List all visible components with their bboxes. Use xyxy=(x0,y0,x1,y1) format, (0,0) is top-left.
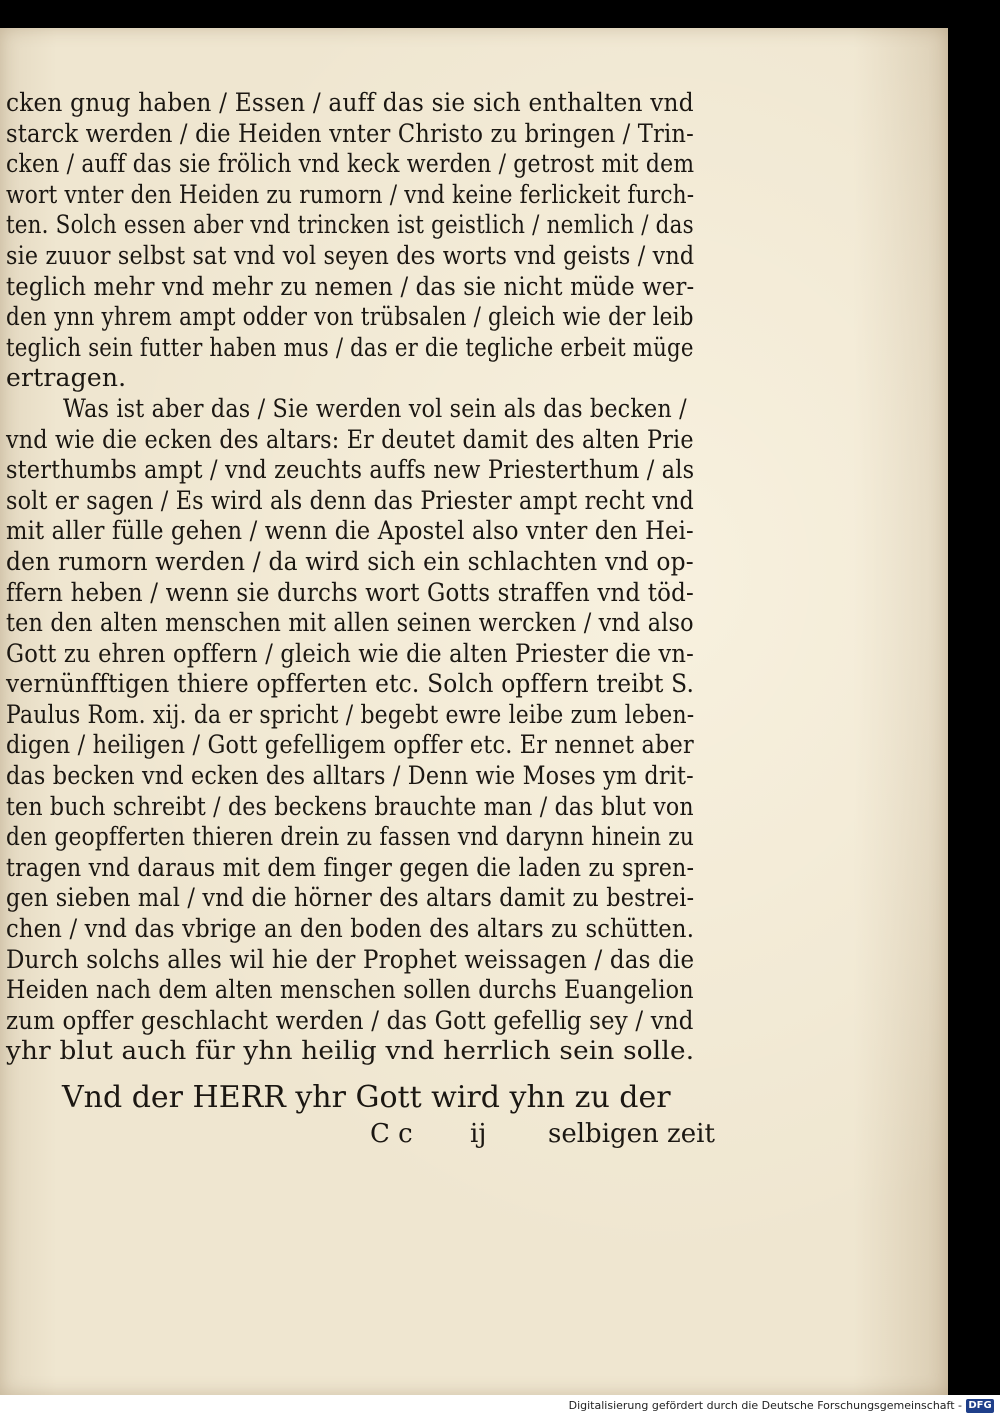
text-line-8: den ynn yhrem ampt odder von trübsalen / gleich wie der leib xyxy=(6,302,694,332)
funding-credit: Digitalisierung gefördert durch die Deutsche Forschungsgemeinschaft - xyxy=(568,1399,962,1412)
catchword: selbigen zeit xyxy=(548,1119,715,1149)
text-line-30: Heiden nach dem alten menschen sollen durchs Euangelion xyxy=(6,975,694,1005)
text-line-22: digen / heiligen / Gott gefelligem opffer etc. Er nennet aber xyxy=(6,730,694,760)
text-line-31: zum opffer geschlacht werden / das Gott gefellig sey / vnd xyxy=(6,1005,694,1035)
verse-heading: Vnd der HERR yhr Gott wird yhn zu der xyxy=(62,1080,671,1115)
text-line-21: Paulus Rom. xij. da er spricht / begebt ewre leibe zum leben- xyxy=(6,699,695,729)
text-line-10: ertragen. xyxy=(6,363,127,393)
text-line-11: Was ist aber das / Sie werden vol sein als das becken / xyxy=(62,393,687,423)
text-line-18: ten den alten menschen mit allen seinen wercken / vnd also xyxy=(6,608,694,638)
text-line-12: vnd wie die ecken des altars: Er deutet damit des alten Prie xyxy=(6,424,694,454)
text-line-20: vernünfftigen thiere opfferten etc. Solch opffern treibt S. xyxy=(6,669,695,699)
text-line-3: cken / auff das sie frölich vnd keck werden / getrost mit dem xyxy=(6,149,695,179)
text-line-1: cken gnug haben / Essen / auff das sie sich enthalten vnd xyxy=(6,88,694,117)
book-page xyxy=(0,28,948,1395)
text-line-17: ffern heben / wenn sie durchs wort Gotts straffen vnd töd- xyxy=(6,577,694,607)
text-line-27: gen sieben mal / vnd die hörner des altars damit zu bestrei- xyxy=(6,883,695,913)
text-line-4: wort vnter den Heiden zu rumorn / vnd keine ferlickeit furch- xyxy=(6,179,695,209)
text-line-13: sterthumbs ampt / vnd zeuchts auffs new Priesterthum / als xyxy=(6,455,695,485)
text-line-32: yhr blut auch für yhn heilig vnd herrlich sein solle. xyxy=(6,1036,695,1066)
text-line-19: Gott zu ehren opffern / gleich wie die alten Priester die vn- xyxy=(6,638,694,668)
text-line-23: das becken vnd ecken des alltars / Denn wie Moses ym drit- xyxy=(6,761,694,791)
text-line-28: chen / vnd das vbrige an den boden des altars zu schütten. xyxy=(6,914,695,944)
text-line-26: tragen vnd daraus mit dem finger gegen die laden zu spren- xyxy=(6,852,695,882)
text-line-24: ten buch schreibt / des beckens brauchte man / das blut von xyxy=(6,791,694,821)
text-line-25: den geopfferten thieren drein zu fassen vnd darynn hinein zu xyxy=(6,822,695,852)
text-line-6: sie zuuor selbst sat vnd vol seyen des worts vnd geists / vnd xyxy=(6,240,695,270)
text-line-16: den rumorn werden / da wird sich ein schlachten vnd op- xyxy=(6,546,694,576)
text-line-2: starck werden / die Heiden vnter Christo zu bringen / Trin- xyxy=(6,118,694,148)
signature-number: ij xyxy=(470,1119,487,1149)
text-line-7: teglich mehr vnd mehr zu nemen / das sie nicht müde wer- xyxy=(6,271,695,301)
signature-mark: C c xyxy=(370,1119,413,1149)
footer-bar xyxy=(0,1395,1000,1417)
text-line-29: Durch solchs alles wil hie der Prophet weissagen / das die xyxy=(6,944,695,974)
text-line-9: teglich sein futter haben mus / das er die tegliche erbeit müge xyxy=(6,332,694,362)
body-text xyxy=(6,88,706,1067)
text-line-15: mit aller fülle gehen / wenn die Apostel also vnter den Hei- xyxy=(6,516,694,546)
text-line-14: solt er sagen / Es wird als denn das Priester ampt recht vnd xyxy=(6,485,694,515)
text-line-5: ten. Solch essen aber vnd trincken ist geistlich / nemlich / das xyxy=(6,210,694,240)
dfg-logo[interactable]: DFG xyxy=(966,1399,994,1413)
